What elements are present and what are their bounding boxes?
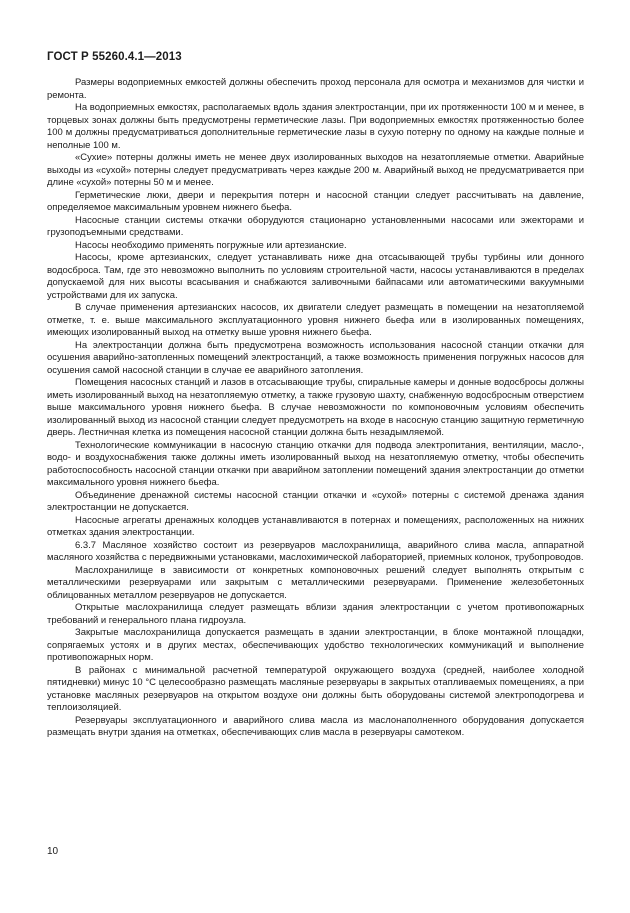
paragraph: Размеры водоприемных емкостей должны обеспечить проход персонала для осмотра и механизмов для чистки и ремонта.	[47, 77, 584, 101]
paragraph: В случае применения артезианских насосов, их двигатели следует размещать в помещении на незатопляемой отметке, т. е. выше максимального эксплуатационного уровня нижнего бьефа или в изолированных помещениях, имеющих изолированный выход на отметку выше уровня нижнего бьефа.	[47, 302, 584, 338]
paragraph: 6.3.7 Масляное хозяйство состоит из резервуаров маслохранилища, аварийного слива масла, аппаратной масляного хозяйства с передвижными установками, маслохимической лабораторией, приемных колонок, трубопроводов.	[47, 539, 584, 563]
paragraph: Герметические люки, двери и перекрытия потерн и насосной станции следует рассчитывать на давление, определяемое максимальным уровнем нижнего бьефа.	[47, 189, 584, 213]
paragraph: В районах с минимальной расчетной температурой окружающего воздуха (средней, наиболее холодной пятидневки) минус 10 °С целесообразно размещать масляные резервуары в закрытых отапливаемых помещениях, а при установке масляных резервуаров на открытом воздухе они должны быть оборудованы системой электроподогрева и теплоизоляцией.	[47, 664, 584, 713]
paragraph: Насосные станции системы откачки оборудуются стационарно установленными насосами или эжекторами и грузоподъемными средствами.	[47, 214, 584, 238]
paragraph: Технологические коммуникации в насосную станцию откачки для подвода электропитания, вентиляции, масло-, водо- и воздухоснабжения также должны иметь изолированный выход на незатопляемую отметку, чтобы обеспечить работоспособность насосной станции откачки при аварийном затоплении помещений здания электростанции до отметки максимального уровня нижнего бьефа.	[47, 439, 584, 488]
paragraph: Резервуары эксплуатационного и аварийного слива масла из маслонаполненного оборудования допускается размещать внутри здания на отметках, обеспечивающих слив масла в резервуары самотеком.	[47, 714, 584, 738]
paragraph: Насосные агрегаты дренажных колодцев устанавливаются в потернах и помещениях, расположенных на нижних отметках здания электростанции.	[47, 514, 584, 538]
paragraph: Маслохранилище в зависимости от конкретных компоновочных решений следует выполнять открытым с металлическими резервуарами или закрытым с металлическими резервуарами. Применение железобетонных облицованных металлом резервуаров не допускается.	[47, 564, 584, 601]
paragraph: Объединение дренажной системы насосной станции откачки и «сухой» потерны с системой дренажа здания электростанции не допускается.	[47, 489, 584, 513]
paragraph: Насосы необходимо применять погружные или артезианские.	[75, 239, 347, 251]
document-body	[47, 77, 584, 740]
paragraph: На водоприемных емкостях, располагаемых вдоль здания электростанции, при их протяженности 100 м и менее, в торцевых зонах должны быть предусмотрены герметические лазы. При водоприемных емкостях протяженностью более 100 м должны предусматриваться дополнительные герметические лазы в сухую потерну по одному на каждые полные и неполные 100 м.	[47, 102, 584, 151]
paragraph: Помещения насосных станций и лазов в отсасывающие трубы, спиральные камеры и донные водосбросы должны иметь изолированный выход на незатопляемую отметку, а также грузовую шахту, снабженную водосбросным отверстием выше максимального уровня нижнего бьефа. В случае невозможности по компоновочным условиям обеспечить изолированный выход из насосной станции следует предусмотреть на входе в насосную станцию защитную герметичную дверь. Лестничная клетка из помещения насосной станции должна быть незадымляемой.	[47, 377, 584, 438]
paragraph: «Сухие» потерны должны иметь не менее двух изолированных выходов на незатопляемые отметки. Аварийные выходы из «сухой» потерны следует предусматривать через каждые 200 м. Аварийный выход не предусматривается при длине «сухой» потерны 50 м и менее.	[47, 152, 584, 188]
page-number: 10	[47, 846, 59, 857]
paragraph: Насосы, кроме артезианских, следует устанавливать ниже дна отсасывающей трубы турбины или донного водосброса. Там, где это невозможно выполнить по условиям строительной части, насосы устанавливаются в пределах допускаемой для них высоты всасывания и снабжаются заливочными байпасами или автоматическими вакуумными устройствами для их запуска.	[47, 252, 584, 301]
paragraph: Открытые маслохранилища следует размещать вблизи здания электростанции с учетом противопожарных требований и генерального плана гидроузла.	[47, 602, 584, 626]
paragraph: На электростанции должна быть предусмотрена возможность использования насосной станции откачки для осушения аварийно-затопленных помещений электростанций, а также возможность применения погружных насосов для осушения самой насосной станции в случае ее аварийного затопления.	[47, 339, 584, 376]
document-header: ГОСТ Р 55260.4.1—2013	[47, 51, 182, 63]
paragraph: Закрытые маслохранилища допускается размещать в здании электростанции, в блоке монтажной площадки, сопрягаемых устоях и в других местах, обеспечивающих удобство технологических коммуникаций и выполнение противопожарных норм.	[47, 627, 584, 663]
